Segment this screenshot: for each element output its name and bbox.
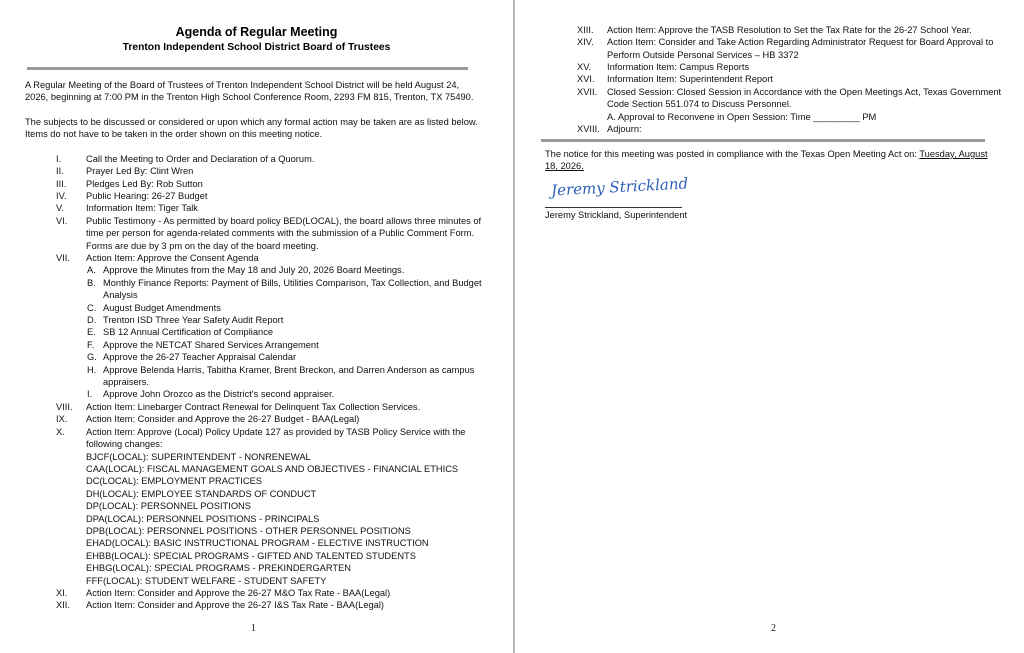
policy-item: EHAD(LOCAL): BASIC INSTRUCTIONAL PROGRAM - ELECTIVE INSTRUCTION — [86, 538, 429, 548]
meeting-intro — [25, 79, 473, 104]
document-page-1: Agenda of Regular Meeting Trenton Independent School District Board of Trustees A Regular Meeting of the Board of Trustees of Trenton Independent School District will be held August 24, 2026, beginning at 7:00 PM in the Trenton High School Conference Room, 2293 FM 815, Trenton, TX 75490. The subjects to be discussed or considered or upon which any formal action may be taken are as listed below. Items do not have to be taken in the order shown on this meeting notice. I. Call the Meeting to Order and Declaration of a Quorum. II. Prayer Led By: Clint Wren III. Pledges Led By: Rob Sutton IV. Public Hearing: 26-27 Budget V. Information Item: Tiger Talk VI. Public Testimony - As permitted by board policy BED(LOCAL), the board allows three minutes of time per person for agenda-related comments with the submission of a Public Comment Form. Forms are due by 3 pm on the day of the board meeting. VII. Action Item: Approve the Consent Agenda A. Approve the Minutes from the May 18 and July 20, 2026 Board Meetings. B. Monthly Finance Reports: Payment of Bills, Utilities Comparison, Tax Collection, and Budget Analysis C. August Budget Amendments D. Trenton ISD Three Year Safety Audit Report E. SB 12 Annual Certification of Compliance F. Approve the NETCAT Shared Services Arrangement G. Approve the 26-27 Teacher Appraisal Calendar H. Approve Belenda Harris, Tabitha Kramer, Brent Breckon, and Darren Anderson as campus appraisers. I. Approve John Orozco as the District's second appraiser. VIII. Action Item: Linebarger Contract Renewal for Delinquent Tax Collection Services. IX. Action Item: Consider and Approve the 26-27 Budget - BAA(Legal) X. Action Item: Approve (Local) Policy Update 127 as provided by TASB Policy Service with the following changes: BJCF(LOCAL): SUPERINTENDENT - NONRENEWAL CAA(LOCAL): FISCAL MANAGEMENT GOALS AND OBJECTIVES - FINANCIAL ETHICS DC(LOCAL): EMPLOYMENT PRACTICES DH(LOCAL): EMPLOYEE STANDARDS OF CONDUCT DP(LOCAL): PERSONNEL POSITIONS DPA(LOCAL): PERSONNEL POSITIONS - PRINCIPALS DPB(LOCAL): PERSONNEL POSITIONS - OTHER PERSONNEL POSITIONS EHAD(LOCAL): BASIC INSTRUCTIONAL PROGRAM - ELECTIVE INSTRUCTION EHBB(LOCAL): SPECIAL PROGRAMS - GIFTED AND TALENTED STUDENTS EHBG(LOCAL): SPECIAL PROGRAMS - PREKINDERGARTEN FFF(LOCAL): STUDENT WELFARE - STUDENT SAFETY XI. Action Item: Consider and Approve the 26-27 M&O Tax Rate - BAA(Legal) XII. Action Item: Consider and Approve the 26-27 I&S Tax Rate - BAA(Legal) 1 — [0, 0, 513, 653]
policy-item: BJCF(LOCAL): SUPERINTENDENT - NONRENEWAL — [86, 452, 311, 462]
intro-line: A Regular Meeting of the Board of Trustees of Trenton Independent School District will be held August 24, — [25, 80, 460, 90]
header-rule — [27, 67, 468, 70]
policy-item: CAA(LOCAL): FISCAL MANAGEMENT GOALS AND OBJECTIVES - FINANCIAL ETHICS — [86, 464, 459, 474]
signer-name: Jeremy Strickland, Superintendent — [545, 210, 688, 220]
subjects-line: Items do not have to be taken in the order shown on this meeting notice. — [25, 129, 323, 140]
notice-rule — [541, 139, 985, 142]
page-number: 2 — [771, 623, 776, 634]
policy-item: DP(LOCAL): PERSONNEL POSITIONS — [86, 501, 251, 511]
subjects-line: The subjects to be discussed or considered or upon which any formal action may be taken are as listed below. — [25, 117, 478, 127]
policy-item: DPB(LOCAL): PERSONNEL POSITIONS - OTHER PERSONNEL POSITIONS — [86, 526, 411, 536]
document-page-2: XIII. Action Item: Approve the TASB Resolution to Set the Tax Rate for the 26-27 School Year. XIV. Action Item: Consider and Take Action Regarding Administrator Request for Board Approval to Perform Outside Personal Services – HB 3372 XV. Information Item: Campus Reports XVI. Information Item: Superintendent Report XVII. Closed Session: Closed Session in Accordance with the Open Meetings Act, Texas Government Code Section 551.074 to Discuss Personnel. A. Approval to Reconvene in Open Session: Time _________ PM XVIII. Adjourn: The notice for this meeting was posted in compliance with the Texas Open Meeting Act on: Tuesday, August 18, 2026. Jeremy Strickland Jeremy Strickland, Superintendent 2 — [515, 0, 1024, 653]
notice-paragraph — [545, 148, 997, 173]
superintendent-signature: Jeremy Strickland — [550, 174, 689, 200]
notice-date: Tuesday, August 18, 2026. — [545, 149, 988, 172]
policy-item: FFF(LOCAL): STUDENT WELFARE - STUDENT SAFETY — [86, 576, 327, 586]
agenda-subtitle: Trenton Independent School District Board of Trustees — [122, 42, 391, 53]
signature-line — [545, 207, 682, 208]
policy-item: DPA(LOCAL): PERSONNEL POSITIONS - PRINCIPALS — [86, 514, 320, 524]
policy-item: DC(LOCAL): EMPLOYMENT PRACTICES — [86, 476, 262, 486]
subjects-note — [25, 116, 478, 141]
page-number: 1 — [251, 623, 256, 634]
notice-text: The notice for this meeting was posted in compliance with the Texas Open Meeting Act on: — [545, 149, 920, 159]
agenda-title: Agenda of Regular Meeting — [175, 25, 338, 39]
policy-item: DH(LOCAL): EMPLOYEE STANDARDS OF CONDUCT — [86, 489, 317, 499]
policy-item: EHBG(LOCAL): SPECIAL PROGRAMS - PREKINDERGARTEN — [86, 563, 352, 573]
policy-item: EHBB(LOCAL): SPECIAL PROGRAMS - GIFTED AND TALENTED STUDENTS — [86, 551, 416, 561]
intro-line: 2026, beginning at 7:00 PM in the Trenton High School Conference Room, 2293 FM 815, Trenton, TX 75490. — [25, 92, 474, 103]
